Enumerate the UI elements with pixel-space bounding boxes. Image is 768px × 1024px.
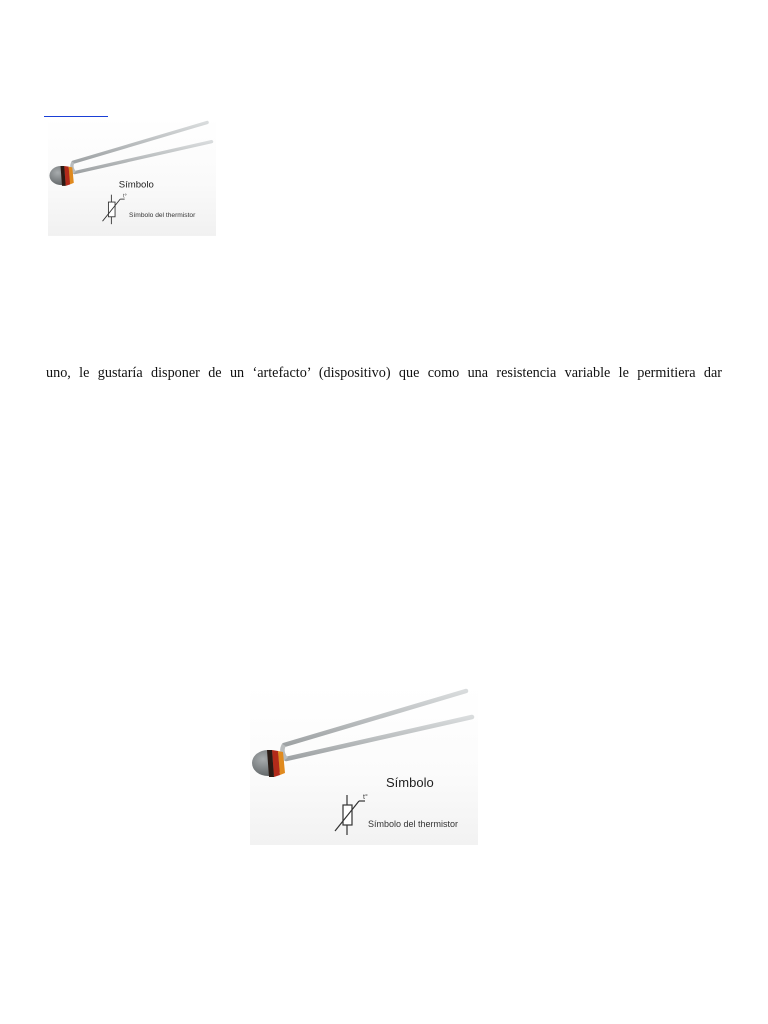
page-link[interactable] <box>44 100 108 117</box>
thermistor-image-large <box>250 685 478 845</box>
symbol-caption: Símbolo del thermistor <box>129 211 196 219</box>
thermistor-image-small <box>48 118 216 236</box>
thermistor-illustration <box>48 118 216 236</box>
thermistor-illustration <box>250 685 478 845</box>
symbol-caption: Símbolo del thermistor <box>368 819 459 829</box>
symbol-title: Símbolo <box>386 775 434 790</box>
symbol-title: Símbolo <box>118 179 154 191</box>
temperature-marking: t° <box>123 193 127 200</box>
temperature-marking: t° <box>363 794 368 801</box>
body-paragraph: uno, le gustaría disponer de un ‘artefacto’ (dispositivo) que como una resistencia variable le permitiera dar <box>46 365 722 381</box>
